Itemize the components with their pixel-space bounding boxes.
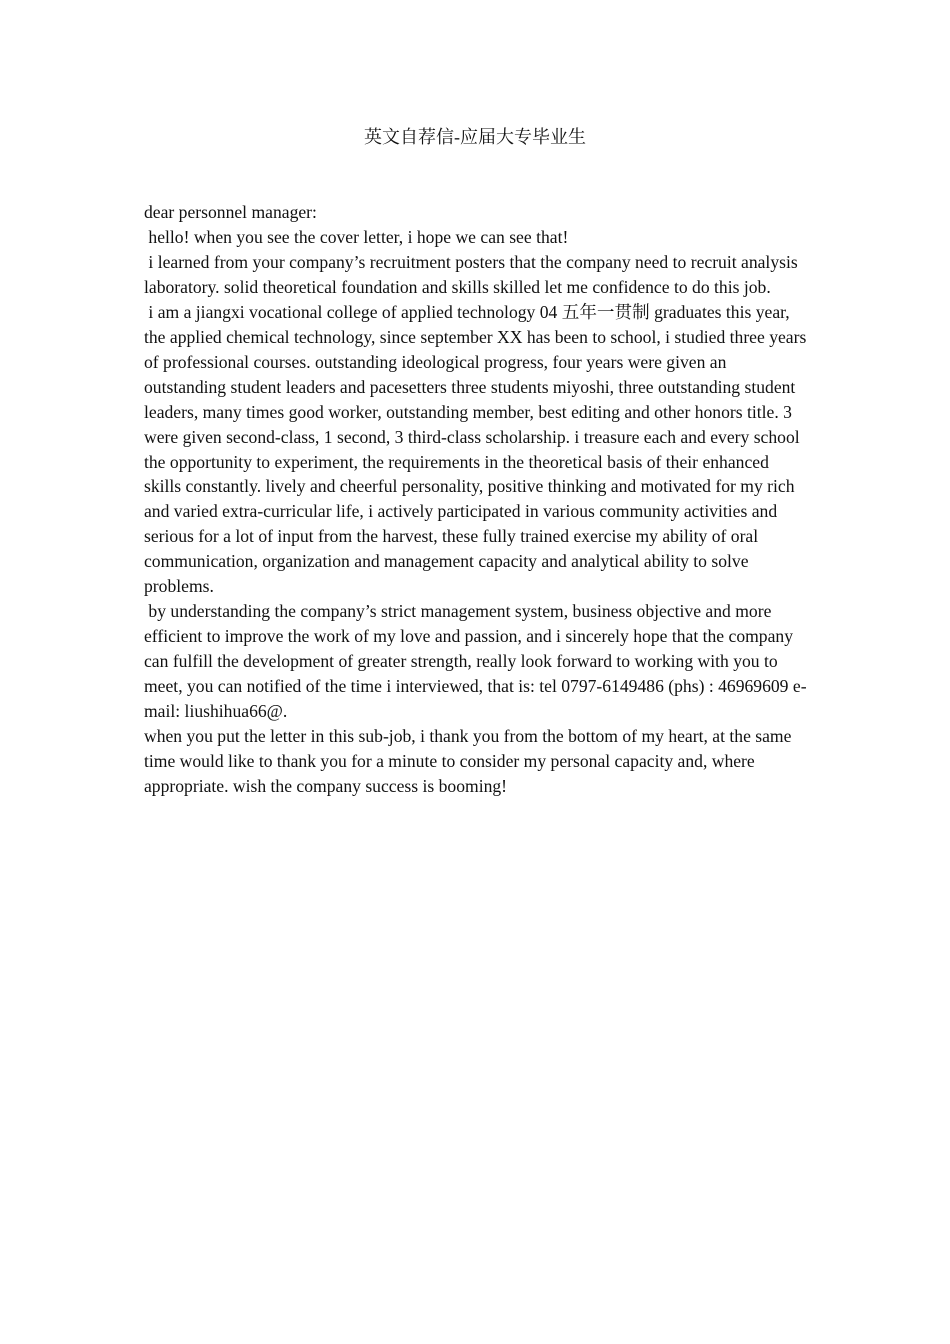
letter-body xyxy=(144,200,809,799)
closing-paragraph: when you put the letter in this sub-job, i thank you from the bottom of my heart, at the same time would like to thank you for a minute to consider my personal capacity and, where appropriate. wish the company success is booming! xyxy=(144,726,796,796)
intro-paragraph: i learned from your company’s recruitment posters that the company need to recruit analysis laboratory. solid theoretical foundation and skills skilled let me confidence to do this job. xyxy=(144,251,803,297)
document-title: 英文自荐信-应届大专毕业生 xyxy=(364,127,586,147)
background-paragraph: i am a jiangxi vocational college of applied technology 04 五年一贯制 graduates this year, the applied chemical technology, since september XX has been to school, i studied three years of professional courses. outstanding ideological progress, four years were given an outstanding student leaders and pacesetters three students miyoshi, three outstanding student leaders, many times good worker, outstanding member, best editing and other honors title. 3 were given second-class, 1 second, 3 third-class scholarship. i treasure each and every school the opportunity to experiment, the requirements in the theoretical basis of their enhanced skills constantly. lively and cheerful personality, positive thinking and motivated for my rich and varied extra-curricular life, i actively participated in various community activities and serious for a lot of input from the harvest, these fully trained exercise my ability of oral communication, organization and management capacity and analytical ability to solve problems. xyxy=(144,301,811,597)
contact-paragraph: by understanding the company’s strict management system, business objective and more efficient to improve the work of my love and passion, and i sincerely hope that the company can fulfill the development of greater strength, really look forward to working with you to meet, you can notified of the time i interviewed, that is: tel 0797-6149486 (phs) : 46969609 e-mail: liushihua66@. xyxy=(144,601,807,722)
greeting-paragraph: hello! when you see the cover letter, i hope we can see that! xyxy=(144,226,569,247)
salutation: dear personnel manager: xyxy=(144,202,317,222)
